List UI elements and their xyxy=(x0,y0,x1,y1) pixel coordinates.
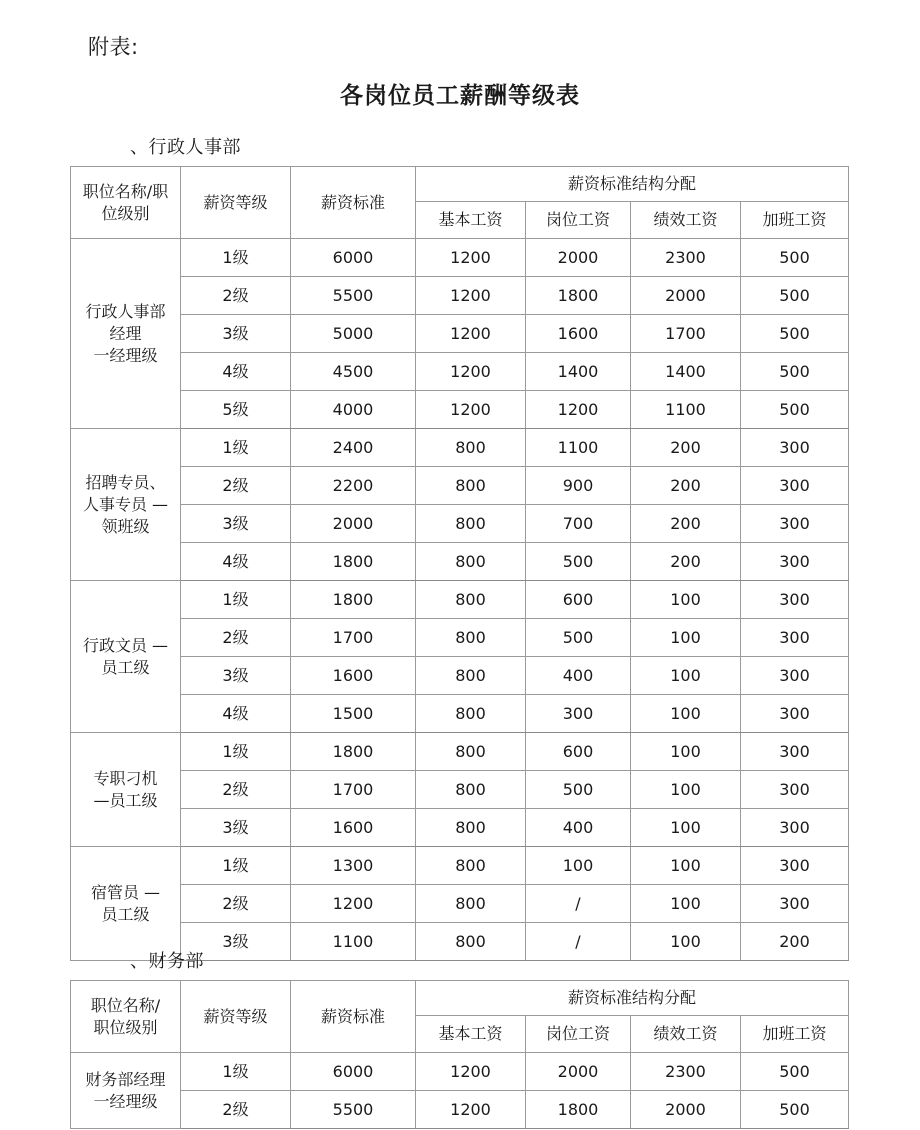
cell-base: 800 xyxy=(416,429,526,467)
table-header-row-top xyxy=(71,167,849,202)
cell-overtime: 300 xyxy=(741,695,849,733)
cell-overtime: 300 xyxy=(741,467,849,505)
cell-base: 800 xyxy=(416,923,526,961)
cell-post: 500 xyxy=(526,543,631,581)
cell-post: 500 xyxy=(526,619,631,657)
position-group-label-line: 行政文员 — xyxy=(82,635,169,655)
cell-grade: 2级 xyxy=(181,771,291,809)
salary-table-body-admin-hr xyxy=(71,239,849,961)
table-row xyxy=(71,1091,849,1129)
cell-grade: 3级 xyxy=(181,315,291,353)
table-row xyxy=(71,391,849,429)
cell-overtime: 300 xyxy=(741,543,849,581)
cell-post: 1800 xyxy=(526,1091,631,1129)
table-row xyxy=(71,733,849,771)
cell-post: 2000 xyxy=(526,239,631,277)
cell-base: 800 xyxy=(416,771,526,809)
cell-post: 1400 xyxy=(526,353,631,391)
salary-table-body-finance xyxy=(71,1053,849,1129)
section-admin-hr xyxy=(70,136,848,961)
table-row xyxy=(71,771,849,809)
cell-base: 800 xyxy=(416,885,526,923)
cell-grade: 3级 xyxy=(181,657,291,695)
column-header-position-line2: 位级别 xyxy=(101,203,150,223)
cell-overtime: 500 xyxy=(741,1091,849,1129)
salary-table-admin-hr xyxy=(70,166,849,961)
cell-grade: 1级 xyxy=(181,581,291,619)
column-header-standard: 薪资标准 xyxy=(291,167,416,239)
cell-standard: 1800 xyxy=(291,543,416,581)
cell-base: 1200 xyxy=(416,1053,526,1091)
position-group-label-line: 招聘专员、 xyxy=(85,472,166,492)
cell-overtime: 500 xyxy=(741,239,849,277)
cell-standard: 1200 xyxy=(291,885,416,923)
cell-overtime: 300 xyxy=(741,771,849,809)
position-group-label-line: 行政人事部 xyxy=(85,301,166,321)
cell-post: 400 xyxy=(526,657,631,695)
table-header-row-top xyxy=(71,981,849,1016)
cell-standard: 2000 xyxy=(291,505,416,543)
cell-performance: 100 xyxy=(631,695,741,733)
cell-overtime: 300 xyxy=(741,505,849,543)
cell-standard: 6000 xyxy=(291,1053,416,1091)
cell-overtime: 200 xyxy=(741,923,849,961)
cell-performance: 100 xyxy=(631,809,741,847)
cell-standard: 1100 xyxy=(291,923,416,961)
column-header-overtime: 加班工资 xyxy=(741,202,849,239)
cell-base: 800 xyxy=(416,695,526,733)
cell-standard: 1300 xyxy=(291,847,416,885)
position-group-label xyxy=(71,429,181,581)
cell-overtime: 300 xyxy=(741,619,849,657)
cell-performance: 200 xyxy=(631,543,741,581)
cell-performance: 100 xyxy=(631,847,741,885)
column-header-post: 岗位工资 xyxy=(526,202,631,239)
cell-standard: 2200 xyxy=(291,467,416,505)
cell-overtime: 300 xyxy=(741,657,849,695)
cell-post: 1200 xyxy=(526,391,631,429)
cell-base: 800 xyxy=(416,619,526,657)
cell-grade: 1级 xyxy=(181,429,291,467)
cell-base: 1200 xyxy=(416,277,526,315)
cell-post: 2000 xyxy=(526,1053,631,1091)
column-header-structure-group: 薪资标准结构分配 xyxy=(416,981,849,1016)
cell-post: / xyxy=(526,885,631,923)
column-header-post: 岗位工资 xyxy=(526,1016,631,1053)
position-group-label-line: 员工级 xyxy=(101,904,150,924)
table-row xyxy=(71,581,849,619)
column-header-position-line2: 职位级别 xyxy=(93,1017,158,1037)
column-header-standard: 薪资标准 xyxy=(291,981,416,1053)
cell-standard: 1700 xyxy=(291,771,416,809)
cell-overtime: 500 xyxy=(741,315,849,353)
cell-performance: 2000 xyxy=(631,1091,741,1129)
table-row xyxy=(71,505,849,543)
cell-grade: 2级 xyxy=(181,1091,291,1129)
cell-base: 800 xyxy=(416,847,526,885)
cell-overtime: 500 xyxy=(741,391,849,429)
table-row xyxy=(71,809,849,847)
position-group-label xyxy=(71,733,181,847)
cell-performance: 100 xyxy=(631,771,741,809)
cell-performance: 100 xyxy=(631,619,741,657)
cell-grade: 2级 xyxy=(181,277,291,315)
cell-post: / xyxy=(526,923,631,961)
section-label-finance: 、财务部 xyxy=(130,951,204,972)
cell-performance: 2300 xyxy=(631,1053,741,1091)
table-row xyxy=(71,277,849,315)
cell-performance: 1100 xyxy=(631,391,741,429)
cell-grade: 2级 xyxy=(181,619,291,657)
position-group-label-line: 经理 xyxy=(109,323,142,343)
cell-standard: 1700 xyxy=(291,619,416,657)
attachment-label: 附表: xyxy=(88,35,139,59)
position-group-label-line: 员工级 xyxy=(101,657,150,677)
column-header-position-line1: 职位名称/职 xyxy=(82,181,169,201)
cell-overtime: 500 xyxy=(741,353,849,391)
cell-overtime: 300 xyxy=(741,733,849,771)
cell-performance: 100 xyxy=(631,923,741,961)
cell-post: 300 xyxy=(526,695,631,733)
cell-grade: 1级 xyxy=(181,239,291,277)
cell-grade: 3级 xyxy=(181,809,291,847)
cell-base: 800 xyxy=(416,733,526,771)
cell-performance: 2300 xyxy=(631,239,741,277)
cell-base: 800 xyxy=(416,657,526,695)
cell-post: 1800 xyxy=(526,277,631,315)
cell-post: 100 xyxy=(526,847,631,885)
cell-base: 800 xyxy=(416,467,526,505)
cell-standard: 5500 xyxy=(291,1091,416,1129)
position-group-label xyxy=(71,1053,181,1129)
cell-standard: 2400 xyxy=(291,429,416,467)
cell-grade: 1级 xyxy=(181,733,291,771)
cell-base: 800 xyxy=(416,581,526,619)
cell-post: 400 xyxy=(526,809,631,847)
cell-grade: 3级 xyxy=(181,505,291,543)
cell-grade: 4级 xyxy=(181,695,291,733)
cell-base: 800 xyxy=(416,543,526,581)
cell-base: 1200 xyxy=(416,353,526,391)
table-row xyxy=(71,467,849,505)
cell-overtime: 300 xyxy=(741,581,849,619)
cell-standard: 1800 xyxy=(291,581,416,619)
table-row xyxy=(71,847,849,885)
cell-standard: 4500 xyxy=(291,353,416,391)
column-header-overtime: 加班工资 xyxy=(741,1016,849,1053)
position-group-label-line: 财务部经理 xyxy=(85,1069,166,1089)
cell-standard: 1600 xyxy=(291,657,416,695)
column-header-structure-group: 薪资标准结构分配 xyxy=(416,167,849,202)
cell-grade: 2级 xyxy=(181,467,291,505)
cell-post: 1600 xyxy=(526,315,631,353)
column-header-grade: 薪资等级 xyxy=(181,981,291,1053)
cell-grade: 4级 xyxy=(181,353,291,391)
column-header-base: 基本工资 xyxy=(416,202,526,239)
table-row xyxy=(71,695,849,733)
section-label-admin-hr: 、行政人事部 xyxy=(130,137,241,158)
cell-standard: 4000 xyxy=(291,391,416,429)
cell-standard: 5500 xyxy=(291,277,416,315)
cell-post: 700 xyxy=(526,505,631,543)
column-header-position-line1: 职位名称/ xyxy=(90,995,161,1015)
position-group-label-line: 人事专员 — xyxy=(82,494,169,514)
column-header-position xyxy=(71,981,181,1053)
cell-overtime: 500 xyxy=(741,277,849,315)
cell-performance: 200 xyxy=(631,505,741,543)
cell-overtime: 300 xyxy=(741,885,849,923)
column-header-performance: 绩效工资 xyxy=(631,1016,741,1053)
table-row xyxy=(71,239,849,277)
cell-overtime: 500 xyxy=(741,1053,849,1091)
position-group-label-line: 宿管员 — xyxy=(90,882,161,902)
column-header-position xyxy=(71,167,181,239)
cell-grade: 3级 xyxy=(181,923,291,961)
table-row xyxy=(71,619,849,657)
cell-performance: 200 xyxy=(631,467,741,505)
cell-overtime: 300 xyxy=(741,429,849,467)
position-group-label-line: 一经理级 xyxy=(93,345,158,365)
cell-overtime: 300 xyxy=(741,809,849,847)
table-row xyxy=(71,429,849,467)
position-group-label-line: —员工级 xyxy=(93,790,158,810)
position-group-label-line: 领班级 xyxy=(101,516,150,536)
cell-grade: 1级 xyxy=(181,847,291,885)
cell-grade: 2级 xyxy=(181,885,291,923)
position-group-label-line: 一经理级 xyxy=(93,1091,158,1111)
cell-grade: 4级 xyxy=(181,543,291,581)
cell-grade: 1级 xyxy=(181,1053,291,1091)
cell-standard: 1600 xyxy=(291,809,416,847)
cell-base: 1200 xyxy=(416,1091,526,1129)
cell-performance: 100 xyxy=(631,733,741,771)
cell-performance: 100 xyxy=(631,581,741,619)
position-group-label xyxy=(71,239,181,429)
position-group-label xyxy=(71,847,181,961)
cell-base: 1200 xyxy=(416,315,526,353)
cell-performance: 1700 xyxy=(631,315,741,353)
cell-standard: 5000 xyxy=(291,315,416,353)
column-header-grade: 薪资等级 xyxy=(181,167,291,239)
table-row xyxy=(71,543,849,581)
cell-performance: 100 xyxy=(631,885,741,923)
column-header-performance: 绩效工资 xyxy=(631,202,741,239)
cell-base: 1200 xyxy=(416,239,526,277)
page-title: 各岗位员工薪酬等级表 xyxy=(340,83,580,109)
cell-grade: 5级 xyxy=(181,391,291,429)
cell-performance: 100 xyxy=(631,657,741,695)
cell-base: 800 xyxy=(416,809,526,847)
cell-overtime: 300 xyxy=(741,847,849,885)
cell-post: 600 xyxy=(526,581,631,619)
table-row xyxy=(71,1053,849,1091)
table-row xyxy=(71,353,849,391)
cell-standard: 1800 xyxy=(291,733,416,771)
cell-base: 800 xyxy=(416,505,526,543)
cell-standard: 1500 xyxy=(291,695,416,733)
cell-post: 600 xyxy=(526,733,631,771)
salary-table-finance xyxy=(70,980,849,1129)
section-finance xyxy=(70,950,848,1129)
position-group-label xyxy=(71,581,181,733)
cell-performance: 200 xyxy=(631,429,741,467)
column-header-base: 基本工资 xyxy=(416,1016,526,1053)
cell-post: 900 xyxy=(526,467,631,505)
cell-base: 1200 xyxy=(416,391,526,429)
cell-performance: 2000 xyxy=(631,277,741,315)
cell-post: 1100 xyxy=(526,429,631,467)
cell-post: 500 xyxy=(526,771,631,809)
cell-performance: 1400 xyxy=(631,353,741,391)
cell-standard: 6000 xyxy=(291,239,416,277)
position-group-label-line: 专职刁机 xyxy=(93,768,158,788)
table-row xyxy=(71,657,849,695)
table-row xyxy=(71,885,849,923)
table-row xyxy=(71,315,849,353)
